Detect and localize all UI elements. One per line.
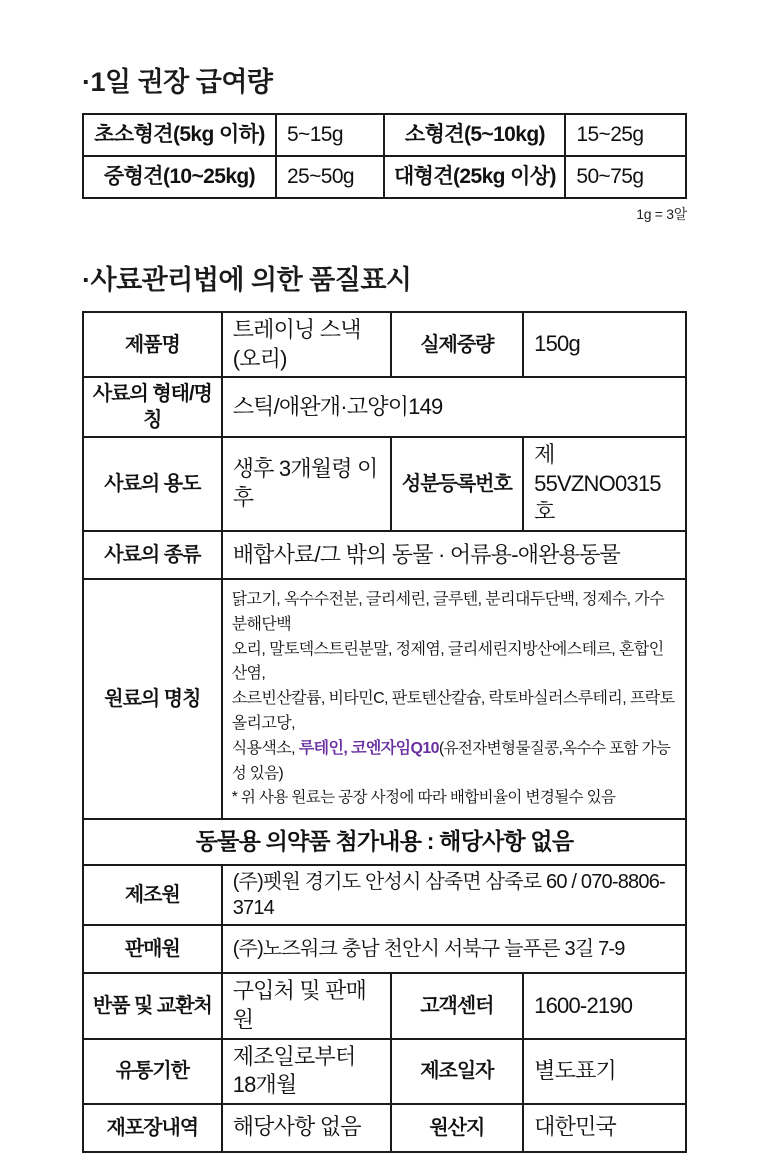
ingredients-line-3: 소르빈산칼륨, 비타민C, 판토텐산칼슘, 락토바실러스루테리, 프락토올리고당, xyxy=(231,690,675,732)
feed-use-value: 생후 3개월령 이후 xyxy=(222,437,391,531)
customer-service-label: 고객센터 xyxy=(391,973,524,1038)
table-row xyxy=(83,1104,686,1152)
table-row xyxy=(83,819,686,865)
product-name-value: 트레이닝 스낵(오리) xyxy=(222,312,391,377)
ingredients-line-4 xyxy=(232,737,676,787)
feeding-size-label-3: 중형견(10~25kg) xyxy=(83,156,276,198)
ingredients-line-2: 오리, 말토덱스트린분말, 정제염, 글리세린지방산에스테르, 혼합인산염, xyxy=(231,640,664,683)
net-weight-value: 150g xyxy=(523,312,686,377)
table-row xyxy=(83,1039,686,1104)
feed-use-label: 사료의 용도 xyxy=(83,437,222,531)
ingredients-line-4-pre: 식용색소, xyxy=(231,739,299,757)
feeding-amount-table xyxy=(82,113,687,199)
origin-label: 원산지 xyxy=(391,1104,524,1152)
table-row xyxy=(83,579,686,819)
quality-section-heading: ·사료관리법에 의한 품질표시 xyxy=(82,265,412,295)
ingredients-label: 원료의 명칭 xyxy=(83,579,222,819)
feed-form-label: 사료의 형태/명칭 xyxy=(83,377,222,437)
ingredients-line-1: 닭고기, 옥수수전분, 글리세린, 글루텐, 분리대두단백, 정제수, 가수분해단백 xyxy=(231,590,665,633)
feeding-size-label-2: 소형견(5~10kg) xyxy=(384,114,565,156)
origin-value: 대한민국 xyxy=(523,1104,686,1152)
table-row xyxy=(83,925,686,973)
quality-spec-table xyxy=(82,311,687,1153)
repackaging-label: 재포장내역 xyxy=(83,1104,222,1152)
feeding-section-heading: ·1일 권장 급여량 xyxy=(82,67,273,97)
table-row xyxy=(83,973,686,1038)
feeding-size-label-1: 초소형견(5kg 이하) xyxy=(83,114,276,156)
manufacturer-label: 제조원 xyxy=(83,865,222,925)
table-row xyxy=(83,437,686,531)
ingredients-highlight: 루테인, 코엔자임Q10 xyxy=(298,739,439,757)
registration-number-value: 제 55VZNO0315호 xyxy=(523,437,686,531)
table-row xyxy=(83,312,686,377)
manufacturer-value: (주)펫원 경기도 안성시 삼죽면 삼죽로 60 / 070-8806-3714 xyxy=(222,865,686,925)
table-row xyxy=(83,377,686,437)
seller-value: (주)노즈워크 충남 천안시 서북구 늘푸른 3길 7-9 xyxy=(222,925,686,973)
seller-label: 판매원 xyxy=(83,925,222,973)
feed-form-value: 스틱/애완개·고양이149 xyxy=(222,377,686,437)
feed-type-label: 사료의 종류 xyxy=(83,531,222,579)
feeding-amount-value-1: 5~15g xyxy=(276,114,385,156)
customer-service-value: 1600-2190 xyxy=(523,973,686,1038)
return-exchange-label: 반품 및 교환처 xyxy=(83,973,222,1038)
expiry-label: 유통기한 xyxy=(83,1039,222,1104)
repackaging-value: 해당사항 없음 xyxy=(222,1104,391,1152)
ingredients-value xyxy=(222,579,686,819)
feeding-amount-value-3: 25~50g xyxy=(276,156,385,198)
feed-type-value: 배합사료/그 밖의 동물 · 어류용-애완용동물 xyxy=(222,531,686,579)
table-row xyxy=(83,531,686,579)
manufacture-date-value: 별도표기 xyxy=(523,1039,686,1104)
feeding-unit-note: 1g = 3알 xyxy=(636,206,687,222)
product-name-label: 제품명 xyxy=(83,312,222,377)
table-row xyxy=(83,114,686,156)
table-row xyxy=(83,156,686,198)
ingredients-footnote: * 위 사용 원료는 공장 사정에 따라 배합비율이 변경될수 있음 xyxy=(231,789,616,807)
veterinary-additive-row: 동물용 의약품 첨가내용 : 해당사항 없음 xyxy=(83,819,686,865)
feeding-amount-value-2: 15~25g xyxy=(565,114,686,156)
expiry-value: 제조일로부터 18개월 xyxy=(222,1039,391,1104)
registration-number-label: 성분등록번호 xyxy=(391,437,524,531)
ingredients-line-4-post: (유전자변형물질콩,옥수수 포함 가능성 있음) xyxy=(231,739,671,782)
net-weight-label: 실제중량 xyxy=(391,312,524,377)
feeding-amount-value-4: 50~75g xyxy=(565,156,686,198)
manufacture-date-label: 제조일자 xyxy=(391,1039,524,1104)
return-exchange-value: 구입처 및 판매원 xyxy=(222,973,391,1038)
table-row xyxy=(83,865,686,925)
feeding-size-label-4: 대형견(25kg 이상) xyxy=(384,156,565,198)
